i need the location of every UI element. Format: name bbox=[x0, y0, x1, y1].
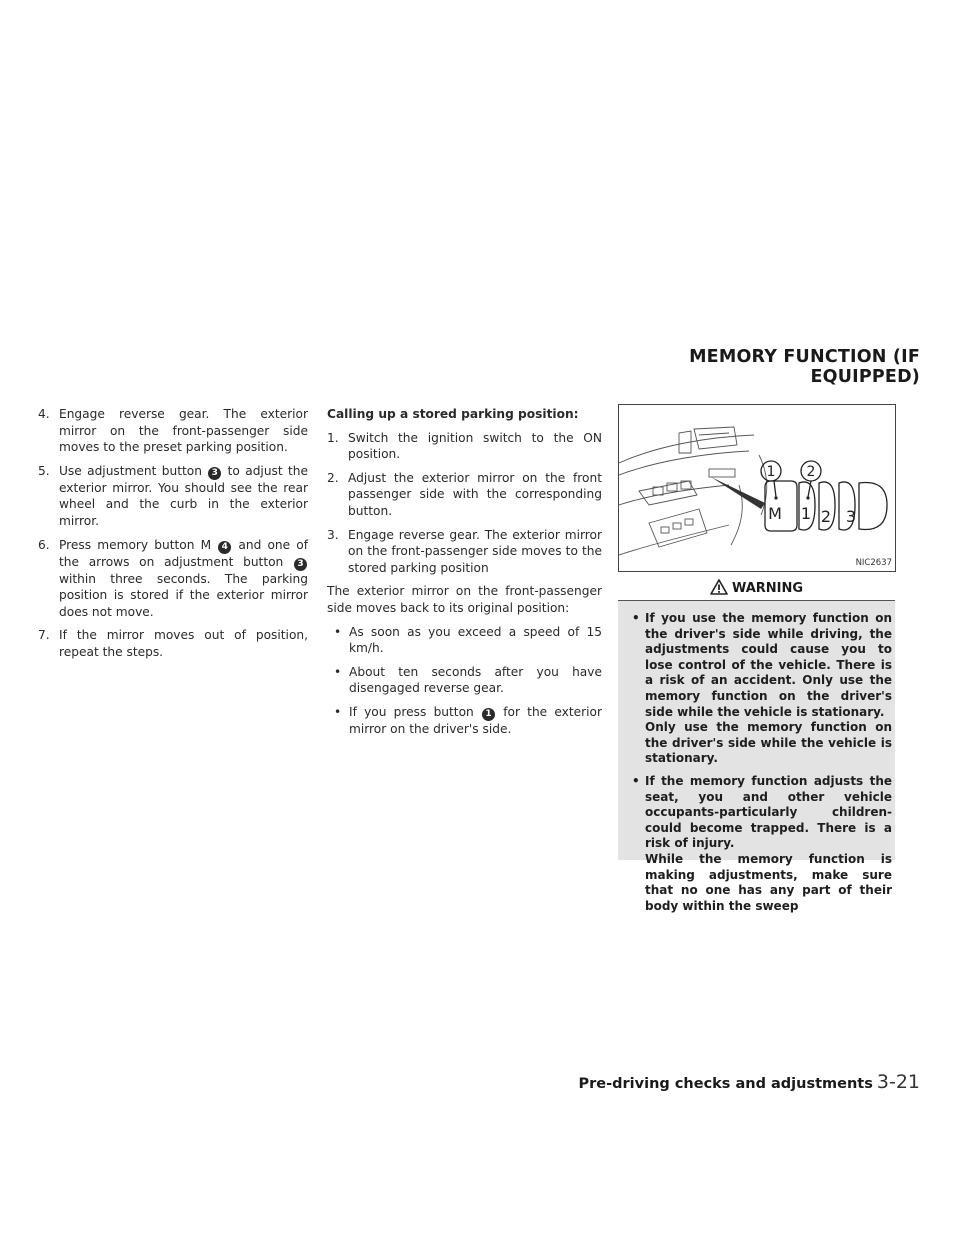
step-5 bbox=[38, 463, 308, 530]
bullet-text: As soon as you exceed a speed of 15 km/h. bbox=[349, 624, 602, 656]
figure-code: NIC2637 bbox=[855, 558, 892, 568]
warning-bullet bbox=[630, 611, 892, 767]
step-text: Engage reverse gear. The exterior mirror on the front-passenger side moves to the preset parking position. bbox=[59, 407, 308, 455]
step-number: 1. bbox=[327, 430, 339, 445]
step-text: within three seconds. The parking position is stored if the exterior mirror does not move. bbox=[59, 571, 308, 619]
bullet-dot-icon: • bbox=[632, 611, 640, 625]
step-6 bbox=[38, 537, 308, 621]
bullet-dot-icon: • bbox=[334, 664, 342, 679]
step-text: Use adjustment button bbox=[59, 463, 202, 478]
step-number: 7. bbox=[38, 628, 50, 643]
warning-heading bbox=[618, 578, 895, 601]
left-column bbox=[38, 406, 308, 668]
recall-step-3 bbox=[327, 527, 602, 577]
step-number: 3. bbox=[327, 527, 339, 542]
step-text: Adjust the exterior mirror on the front passenger side with the corresponding button. bbox=[348, 470, 602, 518]
bullet-item bbox=[327, 704, 602, 738]
section-title: MEMORY FUNCTION (IF EQUIPPED) bbox=[689, 347, 920, 387]
bullet-text: About ten seconds after you have disengaged reverse gear. bbox=[349, 664, 602, 696]
warning-box bbox=[618, 601, 895, 913]
callout-2: 2 bbox=[806, 464, 816, 480]
button-3-label: 3 bbox=[845, 507, 857, 526]
bullet-dot-icon: • bbox=[632, 773, 640, 788]
warning-text: Only use the memory function on the driver's side while the vehicle is stationary. bbox=[645, 720, 892, 766]
step-number: 6. bbox=[38, 537, 50, 552]
warning-body bbox=[630, 611, 892, 921]
step-text: Press memory button M bbox=[59, 537, 212, 552]
bullet-dot-icon: • bbox=[334, 704, 342, 719]
door-panel-illustration bbox=[618, 404, 896, 572]
step-text: Engage reverse gear. The exterior mirror on the front-passenger side moves to the stored parking position bbox=[348, 527, 602, 575]
button-1-label: 1 bbox=[800, 504, 812, 523]
button-2-label: 2 bbox=[820, 507, 832, 526]
middle-column bbox=[327, 406, 602, 745]
step-4 bbox=[38, 406, 308, 456]
page-footer bbox=[560, 1071, 920, 1093]
bullet-item bbox=[327, 664, 602, 697]
recall-step-1 bbox=[327, 430, 602, 463]
bullet-text: If you press button bbox=[349, 704, 474, 719]
circled-number-icon: 3 bbox=[208, 467, 221, 480]
warning-heading-text: WARNING bbox=[731, 581, 804, 596]
circled-number-icon: 3 bbox=[294, 558, 307, 571]
footer-chapter-title: Pre-driving checks and adjustments bbox=[578, 1076, 873, 1092]
callout-1: 1 bbox=[766, 464, 776, 480]
warning-text: If the memory function adjusts the seat, you and other vehicle occupants-particularly children-could become trapped. There is a risk of injury. bbox=[645, 773, 892, 851]
warning-bullet bbox=[630, 774, 892, 914]
warning-triangle-icon bbox=[710, 579, 728, 595]
circled-number-icon: 4 bbox=[218, 541, 231, 554]
step-7 bbox=[38, 627, 308, 660]
step-number: 5. bbox=[38, 463, 50, 478]
subheading: Calling up a stored parking position: bbox=[327, 407, 579, 421]
step-text: Switch the ignition switch to the ON position. bbox=[348, 430, 602, 462]
warning-text: If you use the memory function on the driver's side while driving, the adjustments could cause you to lose control of the vehicle. There is a risk of an accident. Only use the memory function on the driver's side while the vehicle is stationary. bbox=[645, 611, 892, 719]
step-text: If the mirror moves out of position, repeat the steps. bbox=[59, 628, 308, 659]
bullet-dot-icon: • bbox=[334, 624, 342, 639]
step-number: 4. bbox=[38, 407, 50, 421]
circled-number-icon: 1 bbox=[482, 708, 495, 721]
recall-step-2 bbox=[327, 470, 602, 520]
door-panel-drawing bbox=[619, 405, 895, 571]
step-text: to adjust the exterior mirror. You should see the rear wheel and the curb in the exterior mirror. bbox=[59, 463, 309, 528]
bullet-item bbox=[327, 624, 602, 657]
step-text: and one of the arrows on adjustment button bbox=[59, 537, 309, 569]
warning-text: While the memory function is making adjustments, make sure that no one has any part of their body within the sweep bbox=[645, 851, 892, 913]
paragraph: The exterior mirror on the front-passenger side moves back to its original position: bbox=[327, 584, 602, 615]
step-number: 2. bbox=[327, 470, 339, 485]
page-number: 3-21 bbox=[876, 1071, 920, 1093]
bullet-text: for the exterior mirror on the driver's side. bbox=[349, 704, 603, 736]
button-m-label: M bbox=[768, 504, 782, 523]
